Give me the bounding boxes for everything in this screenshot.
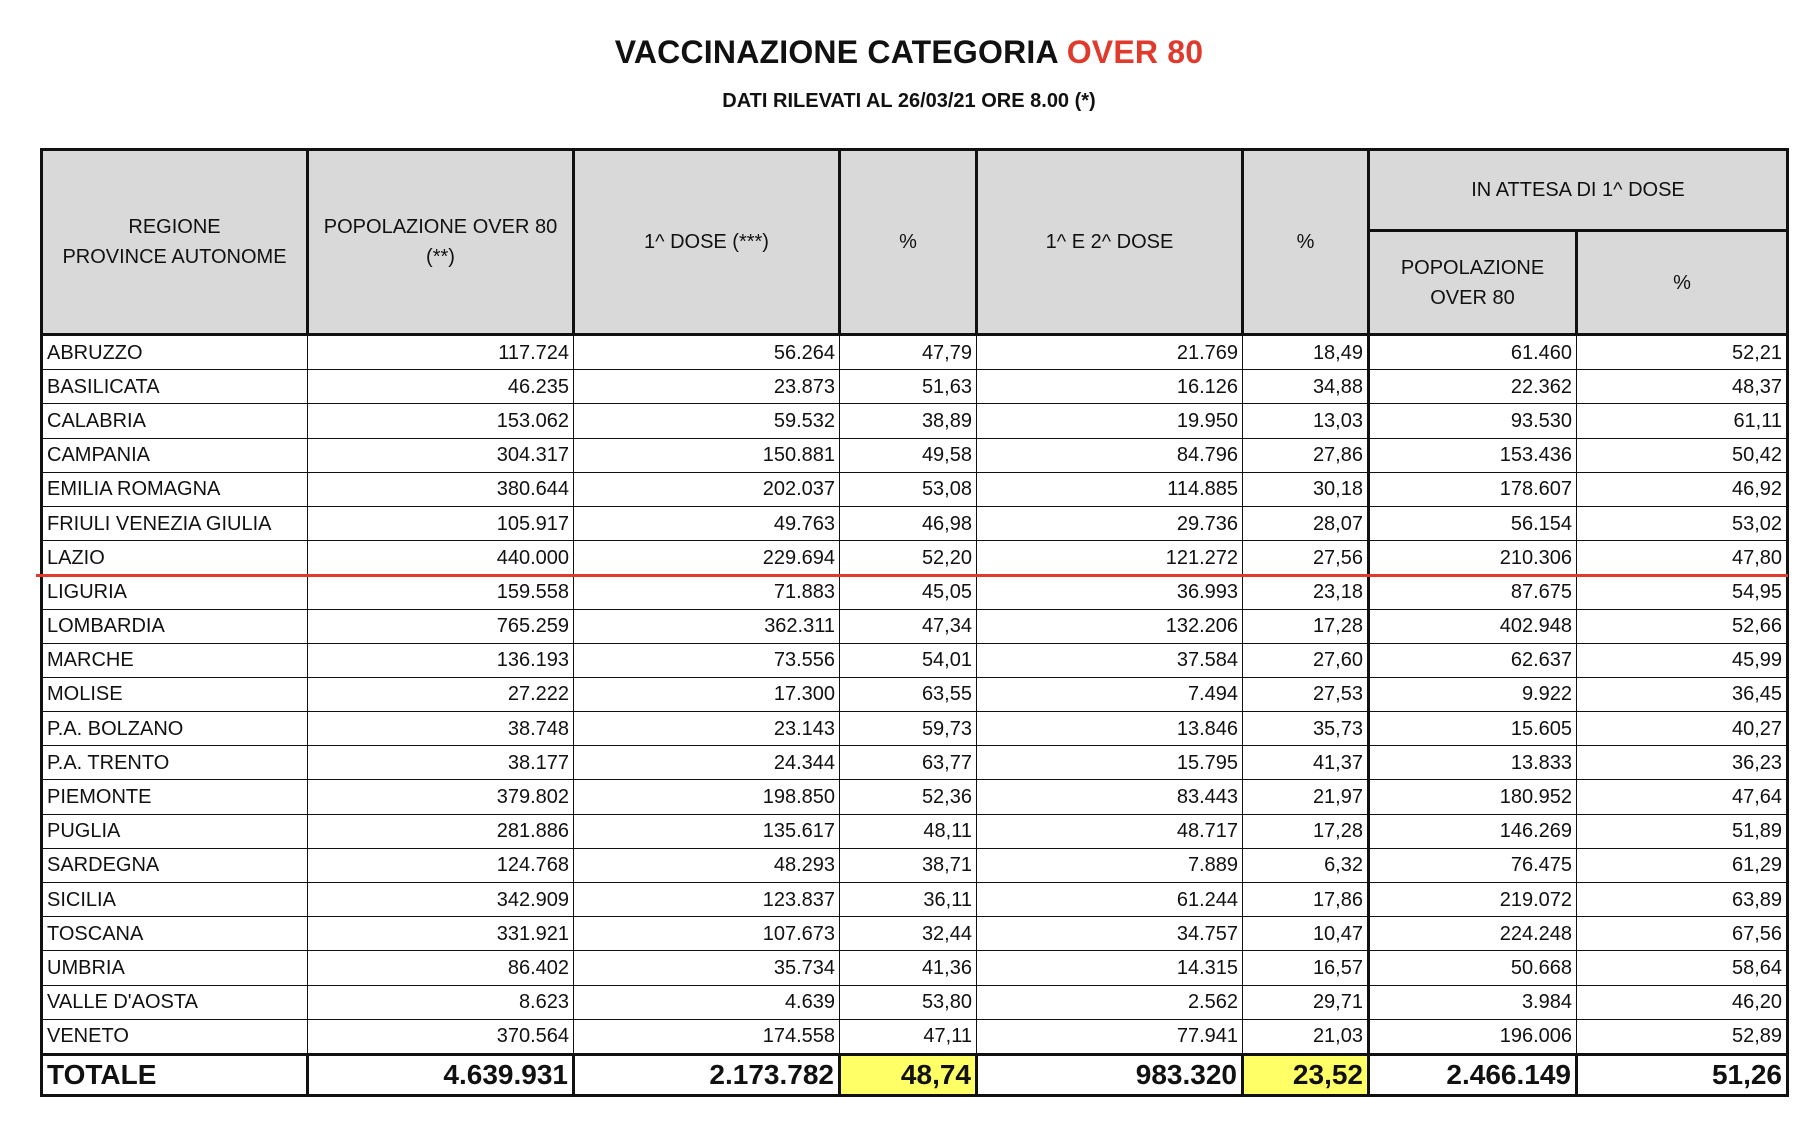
table-row [42,951,1788,985]
cell-region-name: LOMBARDIA [42,609,308,643]
cell-population: 27.222 [308,677,574,711]
cell-pct-second-dose: 27,60 [1243,643,1369,677]
cell-waiting-population: 196.006 [1369,1019,1577,1054]
cell-pct-first-dose: 54,01 [840,643,977,677]
cell-population: 379.802 [308,780,574,814]
total-waiting-pct: 51,26 [1577,1054,1788,1095]
cell-first-dose: 4.639 [574,985,840,1019]
cell-waiting-pct: 61,29 [1577,848,1788,882]
cell-population: 86.402 [308,951,574,985]
cell-population: 153.062 [308,404,574,438]
header-waiting-pct: % [1577,231,1788,335]
cell-waiting-pct: 52,66 [1577,609,1788,643]
cell-first-dose: 59.532 [574,404,840,438]
cell-pct-second-dose: 27,53 [1243,677,1369,711]
cell-first-dose: 73.556 [574,643,840,677]
cell-pct-second-dose: 10,47 [1243,917,1369,951]
cell-first-second-dose: 37.584 [977,643,1243,677]
cell-waiting-pct: 40,27 [1577,712,1788,746]
cell-first-dose: 174.558 [574,1019,840,1054]
cell-pct-first-dose: 49,58 [840,438,977,472]
cell-population: 105.917 [308,506,574,540]
cell-first-dose: 49.763 [574,506,840,540]
cell-waiting-pct: 52,21 [1577,335,1788,370]
cell-population: 159.558 [308,575,574,609]
cell-region-name: ABRUZZO [42,335,308,370]
cell-first-second-dose: 7.889 [977,848,1243,882]
cell-waiting-pct: 50,42 [1577,438,1788,472]
cell-waiting-pct: 51,89 [1577,814,1788,848]
cell-first-second-dose: 121.272 [977,541,1243,575]
cell-pct-second-dose: 41,37 [1243,746,1369,780]
cell-pct-first-dose: 45,05 [840,575,977,609]
cell-population: 38.748 [308,712,574,746]
cell-pct-first-dose: 59,73 [840,712,977,746]
cell-pct-first-dose: 41,36 [840,951,977,985]
cell-waiting-population: 9.922 [1369,677,1577,711]
cell-pct-second-dose: 18,49 [1243,335,1369,370]
cell-region-name: PIEMONTE [42,780,308,814]
cell-first-dose: 35.734 [574,951,840,985]
header-waiting-group: IN ATTESA DI 1^ DOSE [1369,150,1788,231]
header-waiting-pop-line1: POPOLAZIONE [1400,256,1545,279]
cell-waiting-population: 61.460 [1369,335,1577,370]
cell-first-second-dose: 15.795 [977,746,1243,780]
cell-pct-second-dose: 17,28 [1243,814,1369,848]
cell-waiting-population: 219.072 [1369,883,1577,917]
header-population [308,150,574,335]
table-row [42,746,1788,780]
cell-region-name: P.A. BOLZANO [42,712,308,746]
cell-waiting-population: 62.637 [1369,643,1577,677]
cell-first-second-dose: 61.244 [977,883,1243,917]
cell-waiting-pct: 36,45 [1577,677,1788,711]
cell-pct-first-dose: 38,71 [840,848,977,882]
header-waiting-population [1369,231,1577,335]
cell-pct-second-dose: 6,32 [1243,848,1369,882]
cell-pct-first-dose: 52,20 [840,541,977,575]
table-row [42,404,1788,438]
cell-pct-first-dose: 36,11 [840,883,977,917]
cell-region-name: VENETO [42,1019,308,1054]
cell-pct-second-dose: 27,56 [1243,541,1369,575]
cell-population: 765.259 [308,609,574,643]
table-row [42,575,1788,609]
cell-population: 46.235 [308,370,574,404]
cell-pct-second-dose: 21,03 [1243,1019,1369,1054]
cell-waiting-pct: 46,92 [1577,472,1788,506]
cell-first-second-dose: 48.717 [977,814,1243,848]
cell-waiting-pct: 54,95 [1577,575,1788,609]
cell-pct-second-dose: 17,28 [1243,609,1369,643]
cell-first-second-dose: 29.736 [977,506,1243,540]
table-row [42,1019,1788,1054]
cell-region-name: BASILICATA [42,370,308,404]
cell-waiting-pct: 63,89 [1577,883,1788,917]
cell-waiting-pct: 67,56 [1577,917,1788,951]
cell-first-second-dose: 19.950 [977,404,1243,438]
vaccination-table [40,148,1789,1097]
cell-first-dose: 107.673 [574,917,840,951]
cell-waiting-population: 210.306 [1369,541,1577,575]
cell-pct-first-dose: 32,44 [840,917,977,951]
cell-pct-first-dose: 51,63 [840,370,977,404]
cell-waiting-population: 402.948 [1369,609,1577,643]
title-main: VACCINAZIONE CATEGORIA [614,34,1058,70]
table-row [42,541,1788,575]
table-row [42,472,1788,506]
cell-region-name: UMBRIA [42,951,308,985]
cell-pct-second-dose: 16,57 [1243,951,1369,985]
cell-waiting-pct: 45,99 [1577,643,1788,677]
highlight-divider-line [36,574,1788,577]
cell-first-dose: 150.881 [574,438,840,472]
total-first-second-dose: 983.320 [977,1054,1243,1095]
cell-first-dose: 71.883 [574,575,840,609]
cell-first-dose: 56.264 [574,335,840,370]
title-highlight: OVER 80 [1066,34,1204,70]
table-row [42,438,1788,472]
cell-pct-second-dose: 21,97 [1243,780,1369,814]
header-waiting-pop-line2: OVER 80 [1430,286,1515,309]
cell-waiting-population: 153.436 [1369,438,1577,472]
cell-first-dose: 23.873 [574,370,840,404]
cell-first-dose: 24.344 [574,746,840,780]
cell-region-name: PUGLIA [42,814,308,848]
header-region-line2: PROVINCE AUTONOME [62,246,287,268]
cell-region-name: FRIULI VENEZIA GIULIA [42,506,308,540]
cell-population: 370.564 [308,1019,574,1054]
table-row [42,780,1788,814]
cell-pct-first-dose: 47,79 [840,335,977,370]
cell-first-dose: 198.850 [574,780,840,814]
cell-first-second-dose: 132.206 [977,609,1243,643]
cell-pct-first-dose: 38,89 [840,404,977,438]
header-region [42,150,308,335]
total-pct-first-dose: 48,74 [840,1054,977,1095]
cell-pct-second-dose: 30,18 [1243,472,1369,506]
header-pct-first-dose: % [840,150,977,335]
cell-waiting-population: 180.952 [1369,780,1577,814]
cell-pct-first-dose: 47,11 [840,1019,977,1054]
cell-waiting-pct: 46,20 [1577,985,1788,1019]
page-title [0,34,1818,71]
cell-region-name: SICILIA [42,883,308,917]
cell-pct-second-dose: 28,07 [1243,506,1369,540]
cell-population: 380.644 [308,472,574,506]
cell-first-dose: 202.037 [574,472,840,506]
cell-pct-first-dose: 52,36 [840,780,977,814]
cell-waiting-pct: 52,89 [1577,1019,1788,1054]
table-body [42,335,1788,1055]
header-first-dose: 1^ DOSE (***) [574,150,840,335]
cell-first-second-dose: 34.757 [977,917,1243,951]
cell-region-name: P.A. TRENTO [42,746,308,780]
cell-first-second-dose: 21.769 [977,335,1243,370]
cell-waiting-pct: 48,37 [1577,370,1788,404]
table-row [42,985,1788,1019]
total-row [42,1054,1788,1095]
total-first-dose: 2.173.782 [574,1054,840,1095]
cell-pct-first-dose: 53,80 [840,985,977,1019]
cell-waiting-pct: 61,11 [1577,404,1788,438]
header-first-second-dose: 1^ E 2^ DOSE [977,150,1243,335]
cell-pct-first-dose: 53,08 [840,472,977,506]
cell-waiting-population: 93.530 [1369,404,1577,438]
cell-population: 117.724 [308,335,574,370]
total-population: 4.639.931 [308,1054,574,1095]
cell-first-dose: 17.300 [574,677,840,711]
cell-waiting-pct: 53,02 [1577,506,1788,540]
cell-region-name: EMILIA ROMAGNA [42,472,308,506]
cell-first-second-dose: 114.885 [977,472,1243,506]
cell-first-second-dose: 83.443 [977,780,1243,814]
cell-waiting-population: 50.668 [1369,951,1577,985]
cell-first-second-dose: 2.562 [977,985,1243,1019]
cell-pct-first-dose: 48,11 [840,814,977,848]
cell-population: 8.623 [308,985,574,1019]
cell-pct-first-dose: 63,55 [840,677,977,711]
cell-region-name: TOSCANA [42,917,308,951]
cell-first-second-dose: 16.126 [977,370,1243,404]
table-row [42,643,1788,677]
table-row [42,917,1788,951]
total-waiting-population: 2.466.149 [1369,1054,1577,1095]
table-row [42,335,1788,370]
table-row [42,814,1788,848]
cell-first-second-dose: 36.993 [977,575,1243,609]
header-population-line2: (**) [426,246,455,268]
cell-population: 440.000 [308,541,574,575]
cell-first-dose: 23.143 [574,712,840,746]
table-row [42,677,1788,711]
page-subtitle: DATI RILEVATI AL 26/03/21 ORE 8.00 (*) [722,90,1096,112]
cell-first-second-dose: 77.941 [977,1019,1243,1054]
cell-pct-second-dose: 29,71 [1243,985,1369,1019]
table-row [42,883,1788,917]
cell-population: 342.909 [308,883,574,917]
cell-waiting-population: 56.154 [1369,506,1577,540]
cell-region-name: SARDEGNA [42,848,308,882]
cell-waiting-pct: 58,64 [1577,951,1788,985]
cell-first-dose: 48.293 [574,848,840,882]
cell-pct-second-dose: 27,86 [1243,438,1369,472]
cell-waiting-population: 87.675 [1369,575,1577,609]
cell-population: 38.177 [308,746,574,780]
cell-waiting-population: 22.362 [1369,370,1577,404]
cell-first-dose: 362.311 [574,609,840,643]
cell-first-second-dose: 14.315 [977,951,1243,985]
table-row [42,609,1788,643]
cell-first-second-dose: 7.494 [977,677,1243,711]
cell-pct-first-dose: 47,34 [840,609,977,643]
cell-region-name: CALABRIA [42,404,308,438]
cell-waiting-population: 146.269 [1369,814,1577,848]
cell-waiting-population: 13.833 [1369,746,1577,780]
cell-region-name: LIGURIA [42,575,308,609]
header-pct-second-dose: % [1243,150,1369,335]
cell-region-name: CAMPANIA [42,438,308,472]
cell-region-name: MOLISE [42,677,308,711]
cell-population: 124.768 [308,848,574,882]
cell-region-name: LAZIO [42,541,308,575]
cell-first-dose: 135.617 [574,814,840,848]
cell-pct-second-dose: 34,88 [1243,370,1369,404]
cell-region-name: VALLE D'AOSTA [42,985,308,1019]
cell-pct-second-dose: 17,86 [1243,883,1369,917]
cell-waiting-population: 178.607 [1369,472,1577,506]
cell-waiting-population: 3.984 [1369,985,1577,1019]
cell-waiting-pct: 47,80 [1577,541,1788,575]
cell-pct-first-dose: 63,77 [840,746,977,780]
cell-waiting-population: 224.248 [1369,917,1577,951]
cell-first-second-dose: 84.796 [977,438,1243,472]
cell-pct-second-dose: 35,73 [1243,712,1369,746]
cell-pct-second-dose: 23,18 [1243,575,1369,609]
cell-population: 281.886 [308,814,574,848]
cell-waiting-population: 15.605 [1369,712,1577,746]
table-row [42,848,1788,882]
header-region-line1: REGIONE [128,216,221,238]
cell-population: 331.921 [308,917,574,951]
total-label: TOTALE [42,1054,308,1095]
cell-waiting-pct: 47,64 [1577,780,1788,814]
cell-first-dose: 229.694 [574,541,840,575]
cell-waiting-pct: 36,23 [1577,746,1788,780]
cell-first-dose: 123.837 [574,883,840,917]
cell-population: 136.193 [308,643,574,677]
cell-pct-second-dose: 13,03 [1243,404,1369,438]
cell-waiting-population: 76.475 [1369,848,1577,882]
cell-region-name: MARCHE [42,643,308,677]
header-population-line1: POPOLAZIONE OVER 80 [323,216,558,238]
cell-pct-first-dose: 46,98 [840,506,977,540]
total-pct-second-dose: 23,52 [1243,1054,1369,1095]
table-row [42,370,1788,404]
cell-first-second-dose: 13.846 [977,712,1243,746]
cell-population: 304.317 [308,438,574,472]
table-row [42,712,1788,746]
table-row [42,506,1788,540]
